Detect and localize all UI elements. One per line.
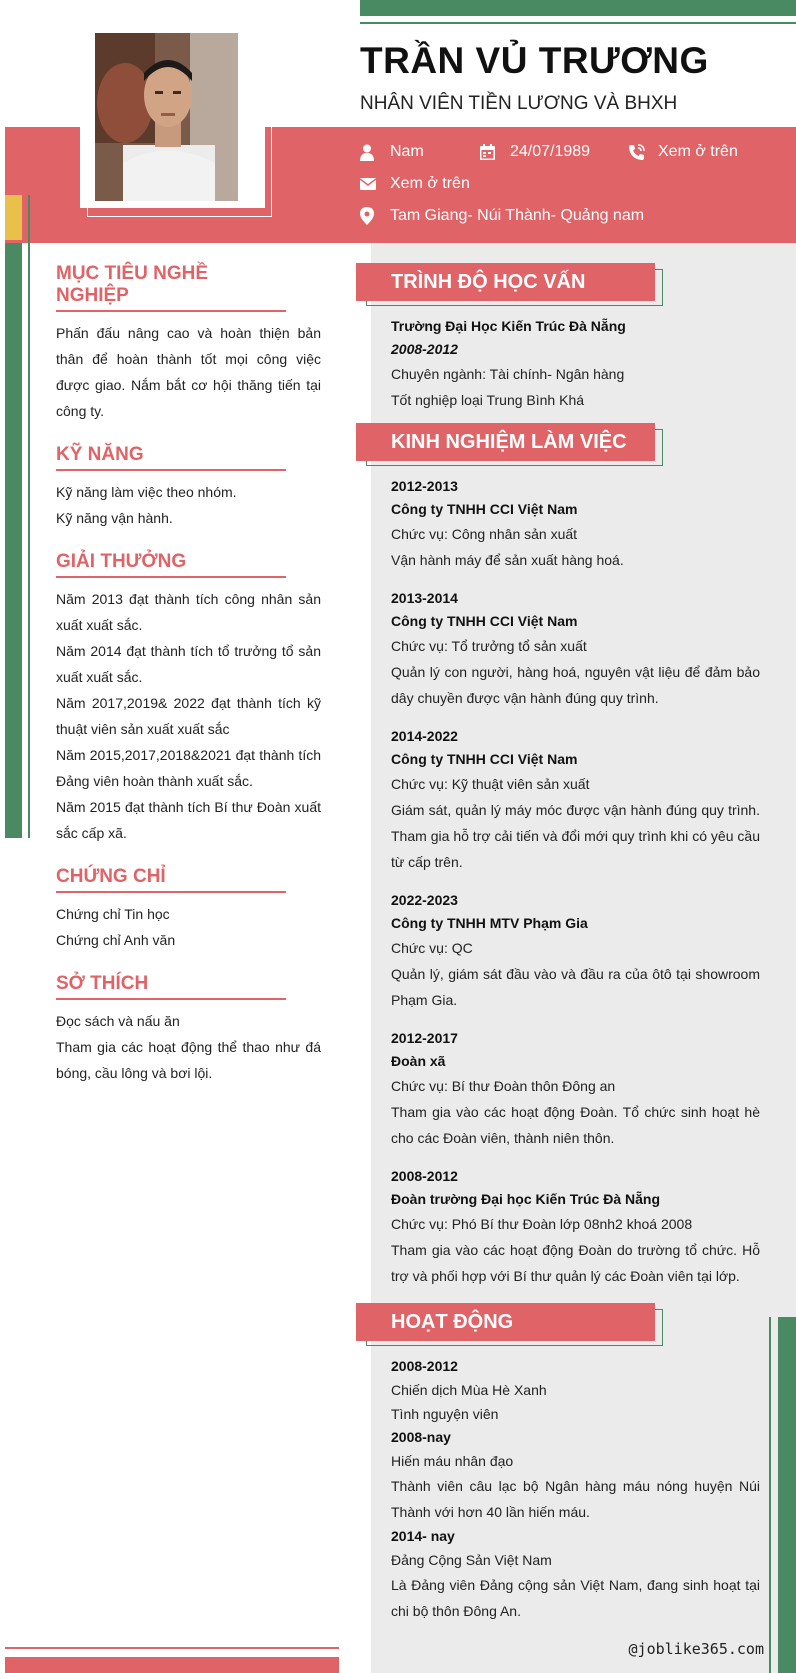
activities-header <box>356 1303 762 1341</box>
email-value: Xem ở trên <box>390 175 470 192</box>
skill-item: Kỹ năng làm việc theo nhóm. <box>56 484 237 500</box>
calendar-icon <box>480 144 510 160</box>
hobby-item: Đọc sách và nấu ăn <box>56 1013 180 1029</box>
activity-entry <box>391 1355 760 1426</box>
experience-header <box>356 423 762 461</box>
certificate-item: Chứng chỉ Tin học <box>56 906 170 922</box>
experience-period: 2022-2023 <box>391 892 458 908</box>
award-item: Năm 2017,2019& 2022 đạt thành tích kỹ thuật viên sản xuất xuất sắc <box>56 695 321 737</box>
experience-period: 2012-2017 <box>391 1030 458 1046</box>
hobbies-section <box>56 973 321 1086</box>
experience-role: Chức vụ: Tổ trưởng tổ sản xuất <box>391 638 587 654</box>
profile-photo <box>95 33 238 201</box>
school-name: Trường Đại Học Kiến Trúc Đà Nẵng <box>391 318 626 334</box>
birthday-value: 24/07/1989 <box>510 143 591 160</box>
right-column <box>356 263 762 1634</box>
experience-period: 2013-2014 <box>391 590 458 606</box>
hobbies-title: SỞ THÍCH <box>56 973 286 1000</box>
activity-line: Chiến dịch Mùa Hè Xanh <box>391 1382 547 1398</box>
experience-entry <box>391 725 760 875</box>
phone-value: Xem ở trên <box>658 143 738 160</box>
user-icon <box>360 144 390 161</box>
skills-title: KỸ NĂNG <box>56 444 286 471</box>
certificates-section <box>56 866 321 953</box>
contact-email <box>360 175 470 193</box>
watermark: @joblike365.com <box>628 1640 764 1658</box>
activity-line: Là Đảng viên Đảng cộng sản Việt Nam, đang sinh hoạt tại chi bộ thôn Đông An. <box>391 1577 760 1619</box>
experience-desc: Giám sát, quản lý máy móc được vận hành đúng quy trình. Tham gia hỗ trợ cải tiến và đổi mới quy trình khi có yêu cầu từ cấp trên. <box>391 802 760 870</box>
contact-gender <box>360 143 424 161</box>
top-green-line <box>360 22 796 24</box>
job-title: NHÂN VIÊN TIỀN LƯƠNG VÀ BHXH <box>360 93 678 114</box>
experience-desc: Quản lý, giám sát đầu vào và đầu ra của ôtô tại showroom Phạm Gia. <box>391 966 760 1008</box>
experience-desc: Tham gia vào các hoạt động Đoàn. Tổ chức sinh hoạt hè cho các Đoàn viên, thành niên thôn. <box>391 1104 760 1146</box>
envelope-icon <box>360 178 390 190</box>
experience-period: 2008-2012 <box>391 1168 458 1184</box>
experience-org: Công ty TNHH CCI Việt Nam <box>391 501 578 517</box>
address-value: Tam Giang- Núi Thành- Quảng nam <box>390 207 645 224</box>
objective-section <box>56 263 321 424</box>
experience-section <box>356 423 762 1289</box>
certificate-item: Chứng chỉ Anh văn <box>56 932 176 948</box>
experience-org: Công ty TNHH CCI Việt Nam <box>391 613 578 629</box>
experience-title: KINH NGHIỆM LÀM VIỆC <box>356 423 655 461</box>
experience-period: 2012-2013 <box>391 478 458 494</box>
activity-entry <box>391 1525 760 1624</box>
award-item: Năm 2015,2017,2018&2021 đạt thành tích Đảng viên hoàn thành xuất sắc. <box>56 747 321 789</box>
experience-entry <box>391 889 760 1013</box>
certificates-title: CHỨNG CHỈ <box>56 866 286 893</box>
experience-desc: Vận hành máy để sản xuất hàng hoá. <box>391 552 624 568</box>
left-column <box>56 263 321 1106</box>
bottom-red-line <box>5 1647 339 1649</box>
experience-period: 2014-2022 <box>391 728 458 744</box>
education-major: Chuyên ngành: Tài chính- Ngân hàng <box>391 366 625 382</box>
left-green-line <box>28 195 30 838</box>
yellow-accent-bar <box>5 195 22 240</box>
awards-section <box>56 551 321 846</box>
activities-title: HOẠT ĐỘNG <box>356 1303 655 1341</box>
award-item: Năm 2014 đạt thành tích tổ trưởng tổ sản xuất xuất sắc. <box>56 643 321 685</box>
right-green-bar <box>778 1317 796 1673</box>
education-title: TRÌNH ĐỘ HỌC VẤN <box>356 263 655 301</box>
experience-entry <box>391 1165 760 1289</box>
experience-role: Chức vụ: Kỹ thuật viên sản xuất <box>391 776 590 792</box>
hobby-item: Tham gia các hoạt động thể thao như đá bóng, cầu lông và bơi lội. <box>56 1039 321 1081</box>
awards-title: GIẢI THƯỞNG <box>56 551 286 578</box>
education-grade: Tốt nghiệp loại Trung Bình Khá <box>391 392 585 408</box>
experience-desc: Tham gia vào các hoạt động Đoàn do trường tổ chức. Hỗ trợ và phối hợp với Bí thư quản lý các Đoàn viên tại lớp. <box>391 1242 760 1284</box>
contact-phone <box>628 143 738 161</box>
activity-line: Hiến máu nhân đạo <box>391 1453 514 1469</box>
skills-section <box>56 444 321 531</box>
skill-item: Kỹ năng vận hành. <box>56 510 173 526</box>
location-icon <box>360 207 390 225</box>
award-item: Năm 2015 đạt thành tích Bí thư Đoàn xuất sắc cấp xã. <box>56 799 321 841</box>
top-green-bar <box>360 0 796 16</box>
education-header <box>356 263 762 301</box>
activity-period: 2008-2012 <box>391 1358 458 1374</box>
contact-birthday <box>480 143 590 161</box>
experience-role: Chức vụ: QC <box>391 940 473 956</box>
objective-text: Phấn đấu nâng cao và hoàn thiện bản thân để hoàn thành tốt mọi công việc được giao. Nắm bắt cơ hội thăng tiến tại công ty. <box>56 325 321 419</box>
contact-address <box>360 207 644 225</box>
education-section <box>356 263 762 413</box>
gender-value: Nam <box>390 143 424 160</box>
right-green-line <box>769 1317 771 1673</box>
experience-org: Đoàn xã <box>391 1053 446 1069</box>
phone-icon <box>628 144 658 161</box>
experience-desc: Quản lý con người, hàng hoá, nguyên vật liệu để đảm bảo dây chuyền được vận hành đúng quy trình. <box>391 664 760 706</box>
activities-section <box>356 1303 762 1624</box>
education-period: 2008-2012 <box>391 341 458 357</box>
activity-period: 2014- nay <box>391 1528 455 1544</box>
activity-period: 2008-nay <box>391 1429 451 1445</box>
activity-entry <box>391 1426 760 1525</box>
activity-line: Đảng Cộng Sản Việt Nam <box>391 1552 552 1568</box>
experience-entry <box>391 587 760 711</box>
objective-title: MỤC TIÊU NGHỀ NGHIỆP <box>56 263 286 312</box>
award-item: Năm 2013 đạt thành tích công nhân sản xuất xuất sắc. <box>56 591 321 633</box>
activity-line: Thành viên câu lạc bộ Ngân hàng máu nóng huyện Núi Thành với hơn 40 lần hiến máu. <box>391 1478 760 1520</box>
bottom-red-bar <box>5 1657 339 1673</box>
experience-role: Chức vụ: Công nhân sản xuất <box>391 526 578 542</box>
experience-entry <box>391 1027 760 1151</box>
experience-org: Đoàn trường Đại học Kiến Trúc Đà Nẵng <box>391 1191 661 1207</box>
activity-line: Tình nguyện viên <box>391 1406 499 1422</box>
left-green-bar <box>5 243 22 838</box>
experience-org: Công ty TNHH MTV Phạm Gia <box>391 915 588 931</box>
experience-org: Công ty TNHH CCI Việt Nam <box>391 751 578 767</box>
experience-role: Chức vụ: Bí thư Đoàn thôn Đông an <box>391 1078 616 1094</box>
experience-role: Chức vụ: Phó Bí thư Đoàn lớp 08nh2 khoá 2008 <box>391 1216 693 1232</box>
candidate-name: TRẦN VỦ TRƯƠNG <box>360 40 709 81</box>
experience-entry <box>391 475 760 573</box>
